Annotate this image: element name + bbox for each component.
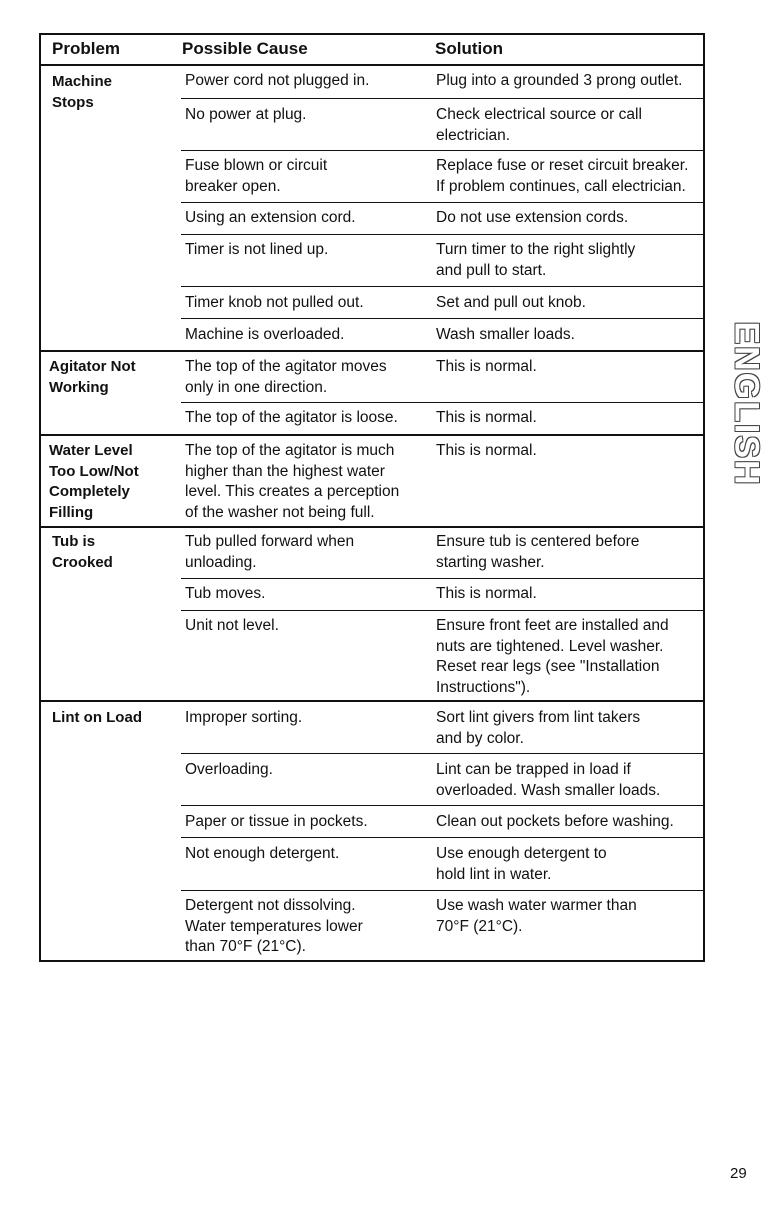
row-divider	[181, 234, 703, 235]
language-label: ENGLISH	[728, 321, 766, 487]
cause-cell: Improper sorting.	[185, 709, 303, 726]
cause-cell: Tub pulled forward when unloading.	[185, 533, 355, 571]
row-divider	[181, 150, 703, 151]
solution-cell: Do not use extension cords.	[436, 209, 629, 226]
solution-cell: Set and pull out knob.	[436, 294, 586, 311]
header-possible-cause: Possible Cause	[182, 39, 308, 58]
solution-cell: Use enough detergent to hold lint in water.	[436, 845, 607, 883]
solution-cell: This is normal.	[436, 442, 537, 459]
cause-cell: Detergent not dissolving. Water temperatures lower than 70°F (21°C).	[185, 897, 363, 955]
cause-cell: Timer is not lined up.	[185, 241, 329, 258]
language-side-tab	[730, 312, 764, 496]
solution-cell: Ensure tub is centered before starting washer.	[436, 533, 640, 571]
cause-cell: Machine is overloaded.	[185, 326, 345, 343]
row-divider	[181, 98, 703, 99]
cause-cell: Using an extension cord.	[185, 209, 356, 226]
solution-cell: Turn timer to the right slightly and pull to start.	[436, 241, 636, 279]
row-divider	[181, 202, 703, 203]
problem-tub-crooked: Tub is Crooked	[52, 533, 113, 571]
page-number: 29	[730, 1165, 747, 1182]
cause-cell: Unit not level.	[185, 617, 279, 634]
solution-cell: Clean out pockets before washing.	[436, 813, 674, 830]
solution-cell: Sort lint givers from lint takers and by color.	[436, 709, 641, 747]
cause-cell: Tub moves.	[185, 585, 266, 602]
group-divider	[41, 526, 703, 528]
solution-cell: Lint can be trapped in load if overloaded. Wash smaller loads.	[436, 761, 661, 799]
solution-cell: Use wash water warmer than 70°F (21°C).	[436, 897, 637, 935]
problem-water-level: Water Level Too Low/Not Completely Filling	[49, 442, 139, 521]
cause-cell: Paper or tissue in pockets.	[185, 813, 368, 830]
header-divider	[41, 64, 703, 66]
solution-cell: This is normal.	[436, 585, 537, 602]
troubleshooting-table	[39, 33, 705, 962]
header-solution: Solution	[435, 39, 503, 58]
problem-machine-stops: Machine Stops	[52, 73, 113, 111]
solution-cell: Plug into a grounded 3 prong outlet.	[436, 72, 683, 89]
cause-cell: Power cord not plugged in.	[185, 72, 370, 89]
solution-cell: Wash smaller loads.	[436, 326, 575, 343]
row-divider	[181, 578, 703, 579]
solution-cell: This is normal.	[436, 409, 537, 426]
row-divider	[181, 610, 703, 611]
cause-cell: Overloading.	[185, 761, 273, 778]
group-divider	[41, 350, 703, 352]
cause-cell: Not enough detergent.	[185, 845, 340, 862]
cause-cell: The top of the agitator moves only in one direction.	[185, 358, 387, 396]
solution-cell: This is normal.	[436, 358, 537, 375]
cause-cell: Timer knob not pulled out.	[185, 294, 364, 311]
group-divider	[41, 434, 703, 436]
cause-cell: Fuse blown or circuit breaker open.	[185, 157, 328, 195]
row-divider	[181, 890, 703, 891]
cause-cell: No power at plug.	[185, 106, 307, 123]
row-divider	[181, 837, 703, 838]
cause-cell: The top of the agitator is loose.	[185, 409, 398, 426]
group-divider	[41, 700, 703, 702]
solution-cell: Ensure front feet are installed and nuts are tightened. Level washer. Reset rear legs (see "Installation Instructions").	[436, 617, 669, 696]
cause-cell: The top of the agitator is much higher than the highest water level. This creates a perception of the washer not being full.	[185, 442, 400, 521]
problem-lint-on-load: Lint on Load	[52, 709, 142, 726]
row-divider	[181, 753, 703, 754]
row-divider	[181, 318, 703, 319]
problem-agitator-not-working: Agitator Not Working	[49, 358, 136, 396]
solution-cell: Replace fuse or reset circuit breaker. If problem continues, call electrician.	[436, 157, 689, 195]
row-divider	[181, 805, 703, 806]
header-problem: Problem	[52, 39, 121, 58]
row-divider	[181, 286, 703, 287]
solution-cell: Check electrical source or call electrician.	[436, 106, 642, 144]
row-divider	[181, 402, 703, 403]
